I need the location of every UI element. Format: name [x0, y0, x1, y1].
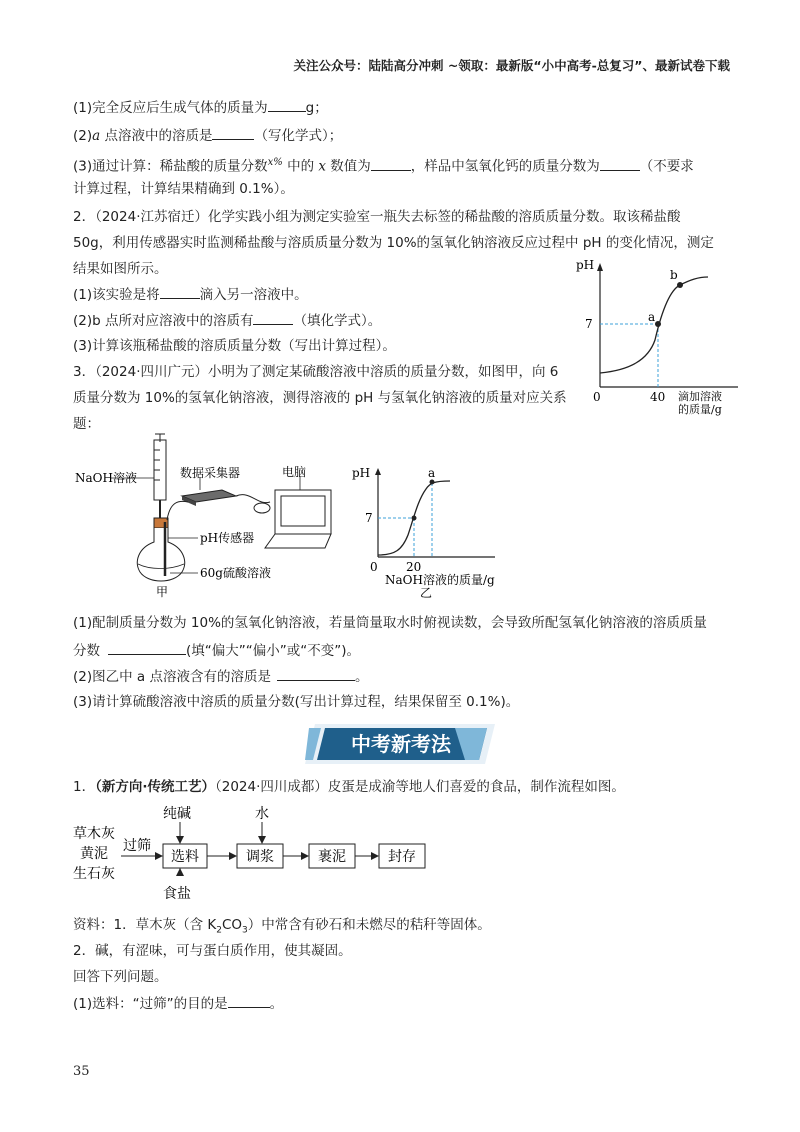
label-ph-sensor: pH传感器 [200, 531, 255, 545]
q2-x-label1: 滴加溶液 [678, 390, 722, 403]
q2-x-label2: 的质量/g [678, 403, 722, 416]
caption-yi: 乙 [420, 586, 433, 600]
page-header: 关注公众号：陆陆高分冲刺 ~领取：最新版“小中高考-总复习”、最新试卷下载 [293, 58, 730, 73]
q2-part2: (2)b 点所对应溶液中的溶质有 （填化学式）。 [73, 310, 381, 331]
q3-x0: 0 [370, 560, 378, 574]
banner-title: 中考新考法 [351, 732, 451, 756]
q4-part1: (1)选料：“过筛”的目的是 。 [73, 993, 283, 1014]
q1-part3-cont: 计算过程，计算结果精确到 0.1%）。 [73, 181, 294, 197]
q2-y7: 7 [585, 317, 593, 331]
q2-ph-curve [600, 277, 708, 373]
q3-ph-graph [350, 465, 510, 600]
q2-label-a: a [648, 310, 656, 324]
label-naoh: NaOH溶液 [75, 471, 137, 485]
q2-y-label: pH [576, 258, 595, 272]
q2-label-b: b [670, 268, 678, 282]
q2-part3: (3)计算该瓶稀盐酸的溶质质量分数（写出计算过程）。 [73, 338, 396, 354]
q3-point-7 [412, 516, 417, 521]
q2-stem-line3: 结果如图所示。 [73, 261, 168, 277]
svg-text:选料: 选料 [171, 849, 199, 865]
q3-x-label: NaOH溶液的质量/g [385, 573, 495, 587]
flow-bottom-input: 食盐 [163, 886, 191, 902]
flow-input-2: 黄泥 [80, 846, 108, 862]
q2-ph-graph [570, 255, 750, 425]
q3-label-a: a [428, 466, 436, 480]
q3-part1-cont: 分数 (填“偏大”“偏小”或“不变”)。 [73, 640, 360, 661]
label-computer: 电脑 [282, 465, 307, 479]
q3-part1: (1)配制质量分数为 10%的氢氧化钠溶液，若量筒量取水时俯视读数，会导致所配氢氧化钠溶液的溶质质量 [73, 615, 707, 631]
q3-apparatus-diagram [70, 430, 360, 600]
q1-part1: (1)完全反应后生成气体的质量为 g； [73, 97, 328, 118]
q3-stem-line3: 题： [73, 416, 100, 432]
q3-part2: (2)图乙中 a 点溶液含有的溶质是 。 [73, 666, 368, 687]
page-number: 35 [73, 1064, 90, 1079]
process-flowchart [65, 800, 465, 910]
q4-stem: 1．（新方向·传统工艺）（2024·四川成都）皮蛋是成渝等地人们喜爱的食品，制作流程如图。 [73, 779, 625, 795]
q3-point-a [430, 480, 435, 485]
q3-part3: (3)请计算硫酸溶液中溶质的质量分数(写出计算过程，结果保留至 0.1%)。 [73, 694, 520, 710]
q3-y-label: pH [352, 466, 371, 480]
q4-material-1: 资料：1．草木灰（含 $K_2CO_3$）中常含有砂石和未燃尽的秸秆等固体。 [73, 917, 491, 936]
q2-point-a [655, 321, 661, 327]
q3-y7: 7 [365, 511, 373, 525]
q4-material-2: 2．碱，有涩味，可与蛋白质作用，使其凝固。 [73, 943, 352, 959]
q2-x40: 40 [650, 390, 666, 404]
q2-x0: 0 [593, 390, 601, 404]
q2-part1: (1)该实验是将 滴入另一溶液中。 [73, 284, 308, 305]
flow-water-input: 水 [255, 806, 269, 822]
svg-text:裹泥: 裹泥 [318, 849, 346, 865]
q2-point-b [677, 282, 683, 288]
caption-jia: 甲 [156, 585, 169, 599]
svg-text:调浆: 调浆 [246, 849, 274, 865]
q4-instructions: 回答下列问题。 [73, 969, 168, 985]
q3-stem-line1: 3．（2024·四川广元）小明为了测定某硫酸溶液中溶质的质量分数，如图甲，向 6 [73, 364, 559, 380]
flow-input-1: 草木灰 [73, 826, 115, 842]
q3-x20: 20 [406, 560, 422, 574]
flow-sieve-label: 过筛 [123, 838, 151, 854]
q1-part3: (3)通过计算：稀盐酸的质量分数$^{x\%}$ 中的 x 数值为 ，样品中氢氧化钙的质量分数为 （不要求 [73, 157, 694, 175]
q2-stem-line2: 50g，利用传感器实时监测稀盐酸与溶质质量分数为 10%的氢氧化钠溶液反应过程中 pH 的变化情况，测定 [73, 235, 714, 251]
q2-stem-line1: 2．（2024·江苏宿迁）化学实践小组为测定实验室一瓶失去标签的稀盐酸的溶质质量分数。取该稀盐酸 [73, 209, 681, 225]
flow-top-input: 纯碱 [163, 806, 191, 822]
label-acid: 60g硫酸溶液 [200, 566, 271, 580]
mouse [254, 503, 270, 513]
label-collector: 数据采集器 [180, 466, 241, 480]
section-banner [305, 720, 497, 768]
q3-stem-line2: 质量分数为 10%的氢氧化钠溶液，测得溶液的 pH 与氢氧化钠溶液的质量对应关系 [73, 390, 567, 406]
svg-text:封存: 封存 [388, 849, 416, 865]
flow-input-3: 生石灰 [73, 866, 115, 882]
q1-part2: (2)a 点溶液中的溶质是 （写化学式）； [73, 125, 342, 146]
